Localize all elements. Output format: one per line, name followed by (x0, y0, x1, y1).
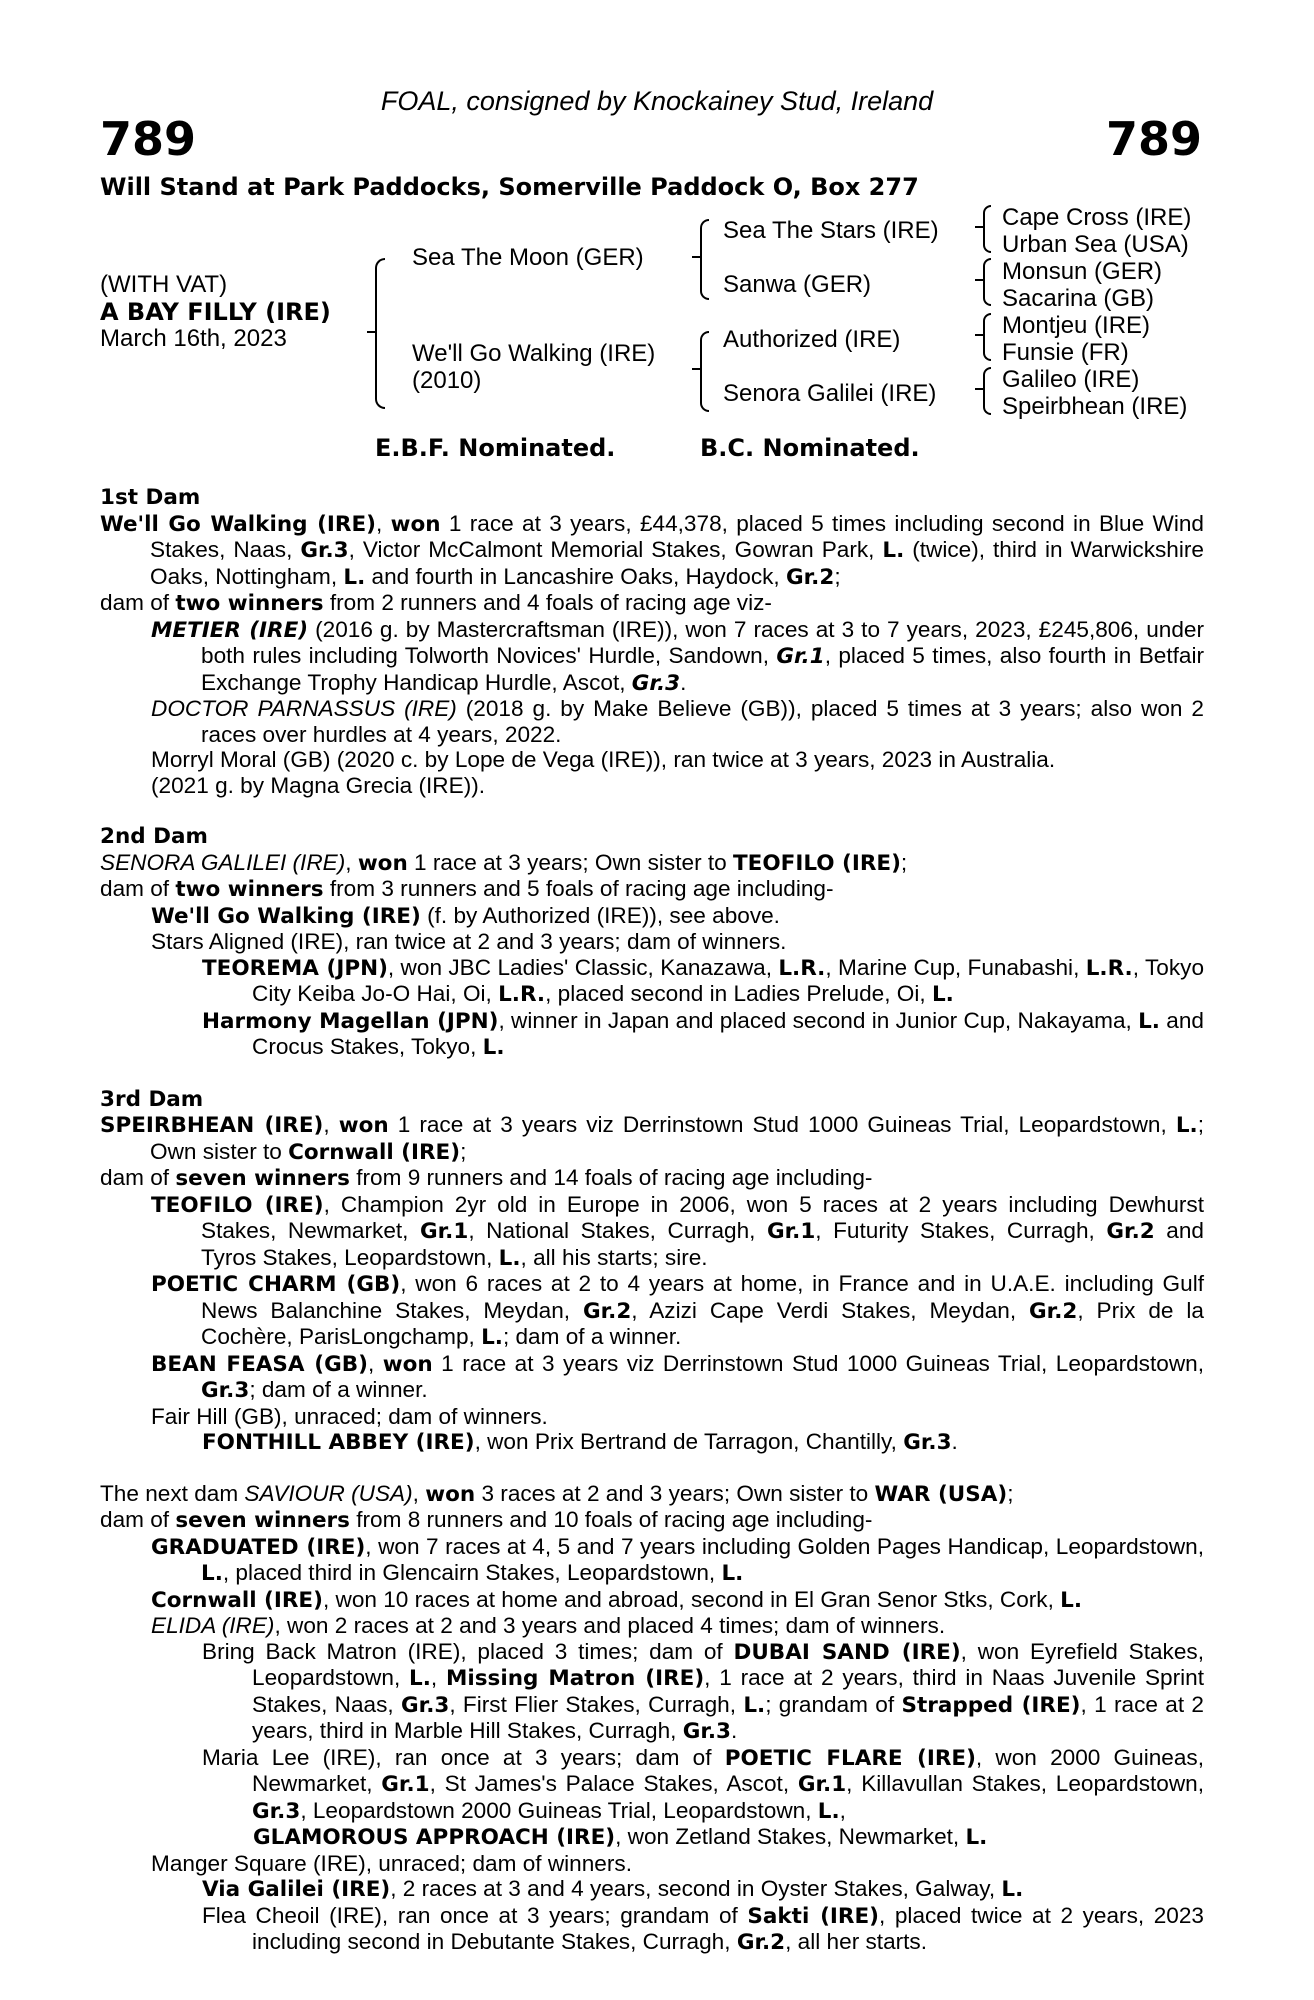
pedigree-brace-3c (983, 313, 991, 361)
dam-year: (2010) (412, 367, 482, 394)
next-dam-great-grandoffspring-1: GLAMOROUS APPROACH (IRE), won Zetland Stakes, Newmarket, L. (253, 1824, 988, 1850)
next-dam-produce-summary: dam of seven winners from 8 runners and 10 foals of racing age including- (100, 1507, 873, 1533)
sire-sire: Sea The Stars (IRE) (723, 217, 939, 244)
pedigree-brace-2a-point (692, 256, 700, 258)
next-dam-grandoffspring-2: Maria Lee (IRE), ran once at 3 years; dam of POETIC FLARE (IRE), won 2000 Guineas, Newmarket, Gr.1, St James's Palace Stakes, Ascot, Gr.1, Killavullan Stakes, Leopardstown, Gr.3, Leopardstown 2000 Guineas Trial, Leopardstown, L., (202, 1744, 1204, 1824)
first-dam-produce-summary: dam of two winners from 2 runners and 4 foals of racing age viz- (100, 590, 772, 616)
first-dam-offspring-3: Morryl Moral (GB) (2020 c. by Lope de Vega (IRE)), ran twice at 3 years, 2023 in Australia. (151, 747, 1056, 772)
pedigree-brace-3c-point (975, 334, 983, 336)
third-dam-record: SPEIRBHEAN (IRE), won 1 race at 3 years viz Derrinstown Stud 1000 Guineas Trial, Leopardstown, L.; Own sister to Cornwall (IRE); (100, 1112, 1204, 1165)
dam-dam: Senora Galilei (IRE) (723, 380, 937, 407)
second-dam-offspring-2: Stars Aligned (IRE), ran twice at 2 and 3 years; dam of winners. (151, 929, 787, 954)
pedigree-brace-2a (700, 219, 709, 300)
next-dam-offspring-4: Manger Square (IRE), unraced; dam of winners. (151, 1850, 632, 1876)
sire-dam: Sanwa (GER) (723, 271, 872, 298)
vat-note: (WITH VAT) (100, 271, 228, 298)
gg-8: Speirbhean (IRE) (1002, 393, 1188, 420)
second-dam-produce-summary: dam of two winners from 3 runners and 5 foals of racing age including- (100, 876, 834, 902)
pedigree-brace-1-point (367, 331, 375, 333)
consignor-line: FOAL, consigned by Knockainey Stud, Ireland (380, 86, 934, 116)
third-dam-heading: 3rd Dam (100, 1086, 204, 1112)
gg-6: Funsie (FR) (1002, 339, 1129, 366)
pedigree-brace-3a-point (975, 226, 983, 228)
dam: We'll Go Walking (IRE) (412, 340, 656, 367)
second-dam-offspring-1: We'll Go Walking (IRE) (f. by Authorized (IRE)), see above. (151, 902, 780, 929)
gg-4: Sacarina (GB) (1002, 285, 1155, 312)
next-dam-offspring-2: Cornwall (IRE), won 10 races at home and abroad, second in El Gran Senor Stks, Cork, L. (151, 1586, 1083, 1613)
next-dam-grandoffspring-1: Bring Back Matron (IRE), placed 3 times; dam of DUBAI SAND (IRE), won Eyrefield Stakes, Leopardstown, L., Missing Matron (IRE), 1 race at 2 years, third in Naas Juvenile Sprint Stakes, Naas, Gr.3, First Flier Stakes, Curragh, L.; grandam of Strapped (IRE), 1 race at 2 years, third in Marble Hill Stakes, Curragh, Gr.3. (202, 1638, 1205, 1744)
foaling-date: March 16th, 2023 (100, 325, 287, 352)
gg-2: Urban Sea (USA) (1002, 231, 1189, 258)
third-dam-produce-summary: dam of seven winners from 9 runners and 14 foals of racing age including- (100, 1165, 873, 1191)
bc-nominated: B.C. Nominated. (700, 434, 920, 462)
gg-1: Cape Cross (IRE) (1002, 204, 1192, 231)
catalogue-body (100, 484, 1204, 1956)
third-dam-offspring-3: BEAN FEASA (GB), won 1 race at 3 years viz Derrinstown Stud 1000 Guineas Trial, Leopardstown, Gr.3; dam of a winner. (151, 1350, 1204, 1403)
lot-number-left: 789 (100, 112, 197, 166)
stand-location: Will Stand at Park Paddocks, Somerville Paddock O, Box 277 (100, 173, 919, 201)
pedigree-brace-3d (983, 367, 991, 415)
pedigree-brace-2b-point (692, 368, 700, 370)
second-dam-grandoffspring-1: TEOREMA (JPN), won JBC Ladies' Classic, Kanazawa, L.R., Marine Cup, Funabashi, L.R., Tokyo City Keiba Jo-O Hai, Oi, L.R., placed second in Ladies Prelude, Oi, L. (202, 954, 1205, 1007)
gg-7: Galileo (IRE) (1002, 366, 1140, 393)
dam-sire: Authorized (IRE) (723, 326, 901, 353)
pedigree-brace-3d-point (975, 388, 983, 390)
gg-3: Monsun (GER) (1002, 258, 1163, 285)
second-dam-heading: 2nd Dam (100, 824, 208, 849)
first-dam-heading: 1st Dam (100, 485, 201, 510)
next-dam-record: The next dam SAVIOUR (USA), won 3 races at 2 and 3 years; Own sister to WAR (USA); (100, 1480, 1014, 1507)
first-dam-offspring-4: (2021 g. by Magna Grecia (IRE)). (151, 772, 486, 798)
first-dam-offspring-2: DOCTOR PARNASSUS (IRE) (2018 g. by Make Believe (GB)), placed 5 times at 3 years; also won 2 races over hurdles at 4 years, 2022. (151, 696, 1205, 747)
pedigree-brace-1 (375, 258, 385, 409)
sire: Sea The Moon (GER) (412, 244, 644, 271)
gg-5: Montjeu (IRE) (1002, 312, 1151, 339)
third-dam-offspring-1: TEOFILO (IRE), Champion 2yr old in Europe in 2006, won 5 races at 2 years including Dewhurst Stakes, Newmarket, Gr.1, National Stakes, Curragh, Gr.1, Futurity Stakes, Curragh, Gr.2 and Tyros Stakes, Leopardstown, L., all his starts; sire. (151, 1191, 1205, 1271)
next-dam-offspring-3: ELIDA (IRE), won 2 races at 2 and 3 years and placed 4 times; dam of winners. (151, 1613, 946, 1638)
next-dam-grandoffspring-3: Via Galilei (IRE), 2 races at 3 and 4 years, second in Oyster Stakes, Galway, L. (202, 1876, 1024, 1902)
pedigree-brace-3a (983, 205, 991, 253)
third-dam-offspring-4: Fair Hill (GB), unraced; dam of winners. (151, 1403, 548, 1429)
next-dam-offspring-1: GRADUATED (IRE), won 7 races at 4, 5 and 7 years including Golden Pages Handicap, Leopardstown, L., placed third in Glencairn Stakes, Leopardstown, L. (151, 1533, 1204, 1586)
pedigree-brace-3b (983, 258, 991, 306)
second-dam-record: SENORA GALILEI (IRE), won 1 race at 3 years; Own sister to TEOFILO (IRE); (100, 849, 908, 876)
third-dam-offspring-2: POETIC CHARM (GB), won 6 races at 2 to 4 years at home, in France and in U.A.E. including Gulf News Balanchine Stakes, Meydan, Gr.2, Azizi Cape Verdi Stakes, Meydan, Gr.2, Prix de la Cochère, ParisLongchamp, L.; dam of a winner. (151, 1271, 1204, 1350)
pedigree-brace-3b-point (975, 279, 983, 281)
lot-number-right: 789 (1105, 112, 1202, 166)
horse-name: A BAY FILLY (IRE) (100, 298, 331, 326)
next-dam-grandoffspring-4: Flea Cheoil (IRE), ran once at 3 years; grandam of Sakti (IRE), placed twice at 2 years, 2023 including second in Debutante Stakes, Curragh, Gr.2, all her starts. (202, 1902, 1204, 1955)
second-dam-grandoffspring-2: Harmony Magellan (JPN), winner in Japan and placed second in Junior Cup, Nakayama, L. and Crocus Stakes, Tokyo, L. (202, 1007, 1204, 1060)
ebf-nominated: E.B.F. Nominated. (375, 434, 616, 462)
first-dam-record: We'll Go Walking (IRE), won 1 race at 3 years, £44,378, placed 5 times including second in Blue Wind Stakes, Naas, Gr.3, Victor McCalmont Memorial Stakes, Gowran Park, L. (twice), third in Warwickshire Oaks, Nottingham, L. and fourth in Lancashire Oaks, Haydock, Gr.2; (100, 510, 1204, 590)
first-dam-offspring-1: METIER (IRE) (2016 g. by Mastercraftsman (IRE)), won 7 races at 3 to 7 years, 2023, £245,806, under both rules including Tolworth Novices' Hurdle, Sandown, Gr.1, placed 5 times, also fourth in Betfair Exchange Trophy Handicap Hurdle, Ascot, Gr.3. (151, 616, 1204, 696)
third-dam-grandoffspring-1: FONTHILL ABBEY (IRE), won Prix Bertrand de Tarragon, Chantilly, Gr.3. (202, 1429, 958, 1455)
pedigree-brace-2b (700, 331, 709, 412)
